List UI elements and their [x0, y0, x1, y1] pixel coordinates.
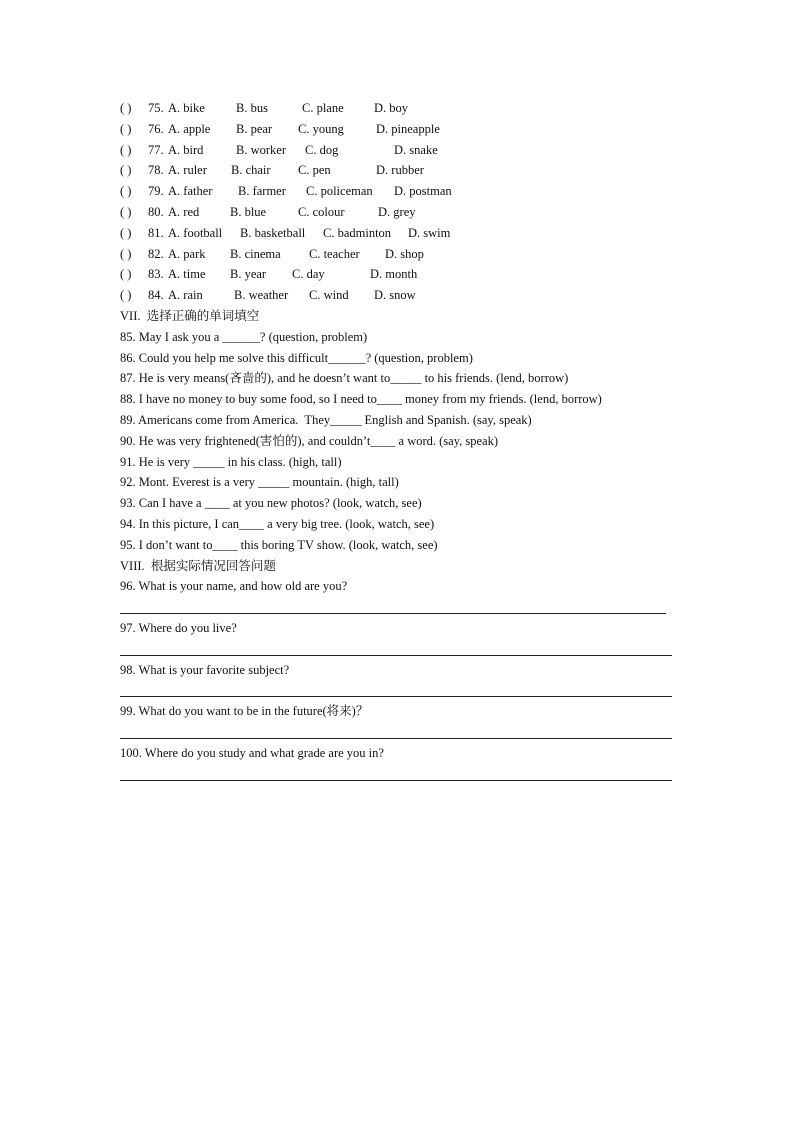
answer-paren: ( ): [120, 288, 132, 302]
option-d: D. shop: [385, 247, 424, 261]
section-heading: VII. 选择正确的单词填空: [120, 309, 260, 323]
option-c: C. wind: [309, 288, 349, 302]
option-d: D. rubber: [376, 163, 424, 177]
option-d: D. month: [370, 267, 418, 281]
section-heading: VIII. 根据实际情况回答问题: [120, 559, 276, 573]
option-d: D. swim: [408, 226, 451, 240]
question-text: 98. What is your favorite subject?: [120, 663, 290, 677]
item-number: 77.: [148, 143, 164, 157]
answer-paren: ( ): [120, 163, 132, 177]
item-number: 82.: [148, 247, 164, 261]
answer-paren: ( ): [120, 122, 132, 136]
fill-blank-item: 86. Could you help me solve this difficult______? (question, problem): [120, 351, 473, 365]
answer-line[interactable]: [120, 655, 672, 656]
option-a: A. apple: [168, 122, 211, 136]
option-c: C. young: [298, 122, 344, 136]
option-b: B. worker: [236, 143, 286, 157]
item-number: 80.: [148, 205, 164, 219]
option-b: B. blue: [230, 205, 267, 219]
option-c: C. dog: [305, 143, 339, 157]
question-text: 100. Where do you study and what grade are you in?: [120, 746, 384, 760]
option-b: B. pear: [236, 122, 273, 136]
fill-blank-item: 95. I don’t want to____ this boring TV show. (look, watch, see): [120, 538, 438, 552]
option-d: D. snake: [394, 143, 438, 157]
item-number: 79.: [148, 184, 164, 198]
option-a: A. football: [168, 226, 223, 240]
answer-line[interactable]: [120, 738, 672, 739]
item-number: 75.: [148, 101, 164, 115]
option-c: C. plane: [302, 101, 344, 115]
question-text: 97. Where do you live?: [120, 621, 237, 635]
option-b: B. farmer: [238, 184, 286, 198]
answer-line[interactable]: [120, 696, 672, 697]
option-b: B. cinema: [230, 247, 281, 261]
option-a: A. father: [168, 184, 213, 198]
option-d: D. postman: [394, 184, 452, 198]
option-d: D. grey: [378, 205, 416, 219]
answer-line[interactable]: [120, 780, 672, 781]
answer-paren: ( ): [120, 247, 132, 261]
fill-blank-item: 88. I have no money to buy some food, so I need to____ money from my friends. (lend, borrow): [120, 392, 602, 406]
answer-paren: ( ): [120, 267, 132, 281]
option-b: B. year: [230, 267, 267, 281]
fill-blank-item: 87. He is very means(吝啬的), and he doesn’t want to_____ to his friends. (lend, borrow): [120, 371, 569, 385]
option-a: A. bird: [168, 143, 204, 157]
answer-paren: ( ): [120, 205, 132, 219]
option-b: B. weather: [234, 288, 289, 302]
fill-blank-item: 93. Can I have a ____ at you new photos? (look, watch, see): [120, 496, 422, 510]
option-b: B. basketball: [240, 226, 306, 240]
item-number: 83.: [148, 267, 164, 281]
option-c: C. teacher: [309, 247, 360, 261]
option-c: C. colour: [298, 205, 345, 219]
fill-blank-item: 89. Americans come from America. They_____ English and Spanish. (say, speak): [120, 413, 532, 427]
answer-paren: ( ): [120, 184, 132, 198]
question-text: 99. What do you want to be in the future(将来)？: [120, 704, 369, 718]
answer-paren: ( ): [120, 101, 132, 115]
item-number: 78.: [148, 163, 164, 177]
option-b: B. chair: [231, 163, 271, 177]
option-c: C. badminton: [323, 226, 392, 240]
fill-blank-item: 90. He was very frightened(害怕的), and couldn’t____ a word. (say, speak): [120, 434, 499, 448]
option-b: B. bus: [236, 101, 268, 115]
option-a: A. ruler: [168, 163, 207, 177]
option-a: A. bike: [168, 101, 205, 115]
item-number: 76.: [148, 122, 164, 136]
fill-blank-item: 92. Mont. Everest is a very _____ mountain. (high, tall): [120, 475, 399, 489]
option-d: D. boy: [374, 101, 409, 115]
question-text: 96. What is your name, and how old are you?: [120, 579, 348, 593]
option-a: A. park: [168, 247, 206, 261]
item-number: 81.: [148, 226, 164, 240]
answer-line[interactable]: [120, 613, 666, 614]
item-number: 84.: [148, 288, 164, 302]
option-a: A. rain: [168, 288, 203, 302]
option-a: A. red: [168, 205, 200, 219]
fill-blank-item: 91. He is very _____ in his class. (high, tall): [120, 455, 342, 469]
option-c: C. pen: [298, 163, 331, 177]
option-c: C. day: [292, 267, 325, 281]
answer-paren: ( ): [120, 143, 132, 157]
option-a: A. time: [168, 267, 206, 281]
answer-paren: ( ): [120, 226, 132, 240]
option-d: D. pineapple: [376, 122, 440, 136]
option-c: C. policeman: [306, 184, 373, 198]
fill-blank-item: 85. May I ask you a ______? (question, problem): [120, 330, 368, 344]
option-d: D. snow: [374, 288, 416, 302]
fill-blank-item: 94. In this picture, I can____ a very big tree. (look, watch, see): [120, 517, 435, 531]
